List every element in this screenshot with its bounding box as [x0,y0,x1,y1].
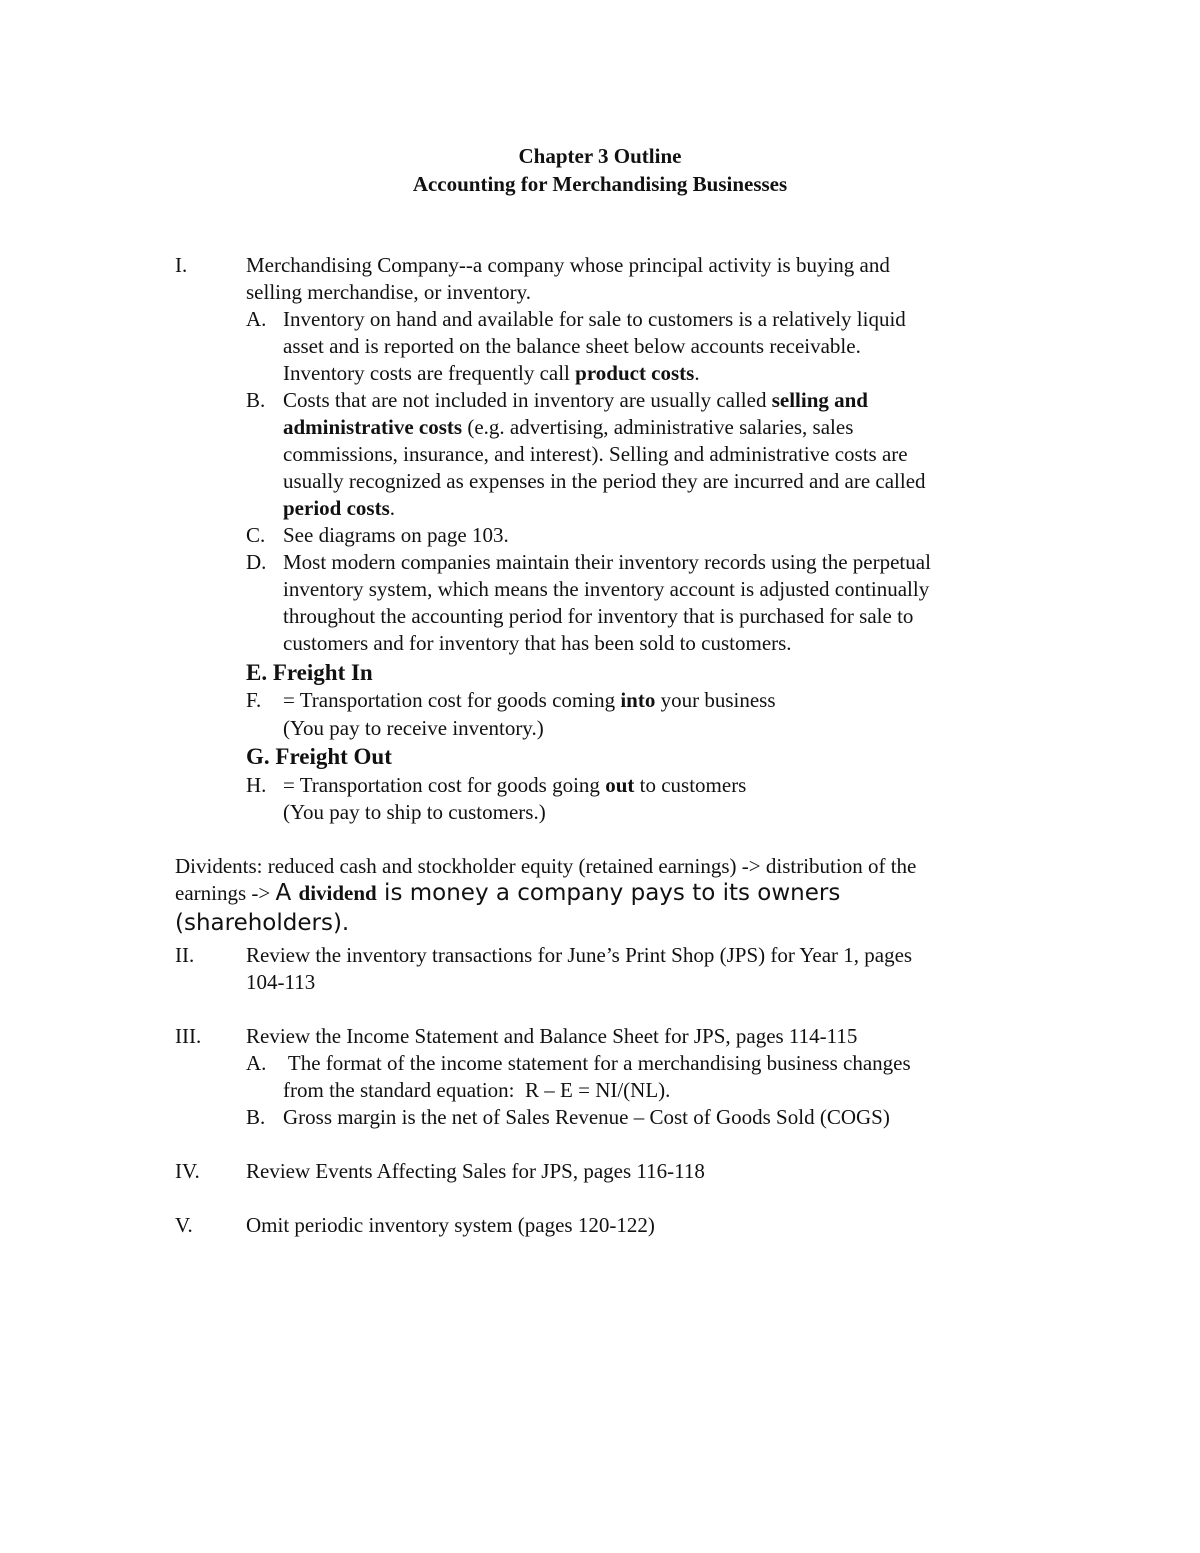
item-letter-h: H. [246,773,267,797]
section-numeral-4: IV. [175,1159,200,1183]
item-letter-d: D. [246,550,267,574]
item-d-line3: throughout the accounting period for inventory that is purchased for sale to [283,604,914,628]
section2-line2: 104-113 [246,970,316,994]
item-h-line1-text: = Transportation cost for goods going [283,773,606,797]
item-b-line5 [283,495,395,522]
out-term: out [605,773,635,797]
item-letter-b: B. [246,388,266,412]
section3-a-line2: from the standard equation: R – E = NI/(NL). [283,1078,671,1102]
dividends-a: A [275,880,299,906]
item-d-line4: customers and for inventory that has been sold to customers. [283,631,792,655]
item-d-line1: Most modern companies maintain their inventory records using the perpetual [283,550,931,574]
item-b-line1-text: Costs that are not included in inventory are usually called [283,388,772,412]
section-numeral-2: II. [175,943,195,967]
section-numeral-5: V. [175,1213,193,1237]
into-term: into [620,688,656,712]
section4-line1: Review Events Affecting Sales for JPS, pages 116-118 [246,1159,705,1183]
freight-in-heading: E. Freight In [246,660,373,685]
item-letter-f: F. [246,688,262,712]
section3-letter-b: B. [246,1105,266,1129]
dividends-line3: (shareholders). [175,910,350,936]
item-h-line1-end: to customers [634,773,747,797]
item-a-line3-text: Inventory costs are frequently call [283,361,576,385]
item-b-line3: commissions, insurance, and interest). Selling and administrative costs are [283,442,908,466]
item-b-line2-text: (e.g. advertising, administrative salaries, sales [462,415,854,439]
item-h-line2: (You pay to ship to customers.) [283,800,546,824]
item-b-line2 [283,414,853,441]
section1-line2: selling merchandise, or inventory. [246,280,531,304]
dividends-definition: is money a company pays to its owners [376,880,841,906]
item-c-line1: See diagrams on page 103. [283,523,509,547]
section-numeral-1: I. [175,253,188,277]
item-b-line1 [283,387,868,414]
item-b-line4: usually recognized as expenses in the period they are incurred and are called [283,469,926,493]
dividends-line1: Dividents: reduced cash and stockholder equity (retained earnings) -> distribution of the [175,854,917,878]
freight-out-heading: G. Freight Out [246,744,392,769]
item-letter-a: A. [246,307,267,331]
item-d-line2: inventory system, which means the inventory account is adjusted continually [283,577,930,601]
section1-line1: Merchandising Company--a company whose principal activity is buying and [246,253,890,277]
period-costs-term: period costs [283,496,390,520]
selling-and-term: selling and [771,388,868,412]
dividends-line2-text: earnings -> [175,881,276,905]
item-a-line3-end: . [694,361,700,385]
item-a-line3 [283,360,700,387]
item-a-line2: asset and is reported on the balance sheet below accounts receivable. [283,334,861,358]
item-h-line1 [283,772,746,799]
administrative-costs-term: administrative costs [283,415,463,439]
item-letter-c: C. [246,523,266,547]
dividend-term: dividend [298,881,377,905]
dividends-line2 [175,880,840,907]
section3-b-line1: Gross margin is the net of Sales Revenue – Cost of Goods Sold (COGS) [283,1105,890,1129]
section5-line1: Omit periodic inventory system (pages 120-122) [246,1213,655,1237]
item-f-line1-text: = Transportation cost for goods coming [283,688,621,712]
section3-letter-a: A. [246,1051,267,1075]
document-subtitle: Accounting for Merchandising Businesses [412,172,788,196]
section3-line1: Review the Income Statement and Balance Sheet for JPS, pages 114-115 [246,1024,858,1048]
product-costs-term: product costs [575,361,695,385]
item-f-line1-end: your business [655,688,776,712]
section-numeral-3: III. [175,1024,202,1048]
item-b-line5-end: . [389,496,395,520]
section3-a-line1: The format of the income statement for a merchandising business changes [283,1051,911,1075]
item-a-line1: Inventory on hand and available for sale to customers is a relatively liquid [283,307,906,331]
document-title: Chapter 3 Outline [518,144,682,168]
item-f-line2: (You pay to receive inventory.) [283,716,544,740]
section2-line1: Review the inventory transactions for June’s Print Shop (JPS) for Year 1, pages [246,943,913,967]
item-f-line1 [283,687,776,714]
